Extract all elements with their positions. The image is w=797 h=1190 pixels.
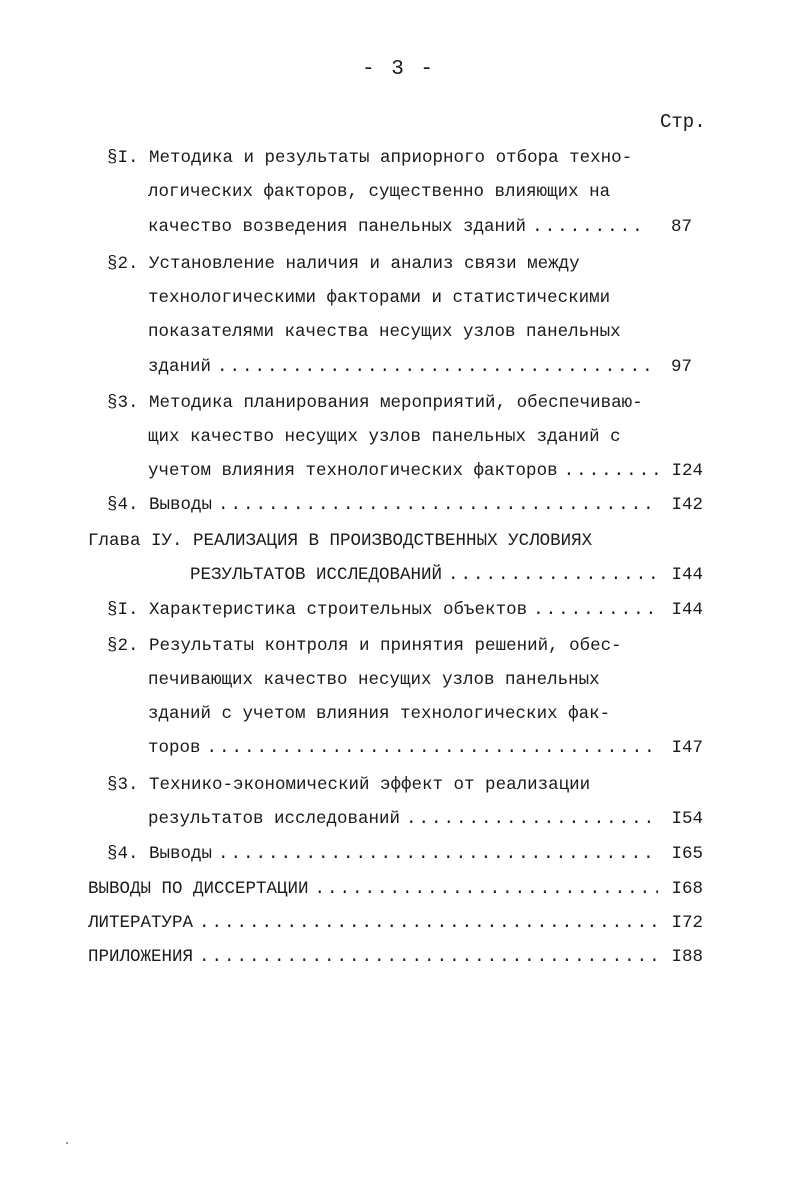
leader-dots — [315, 881, 658, 899]
toc-entry-line: щих качество несущих узлов панельных зданий с — [148, 427, 621, 447]
toc-page-ref: I68 — [671, 879, 703, 899]
toc-entry-line: §3. Технико-экономический эффект от реализации — [107, 775, 591, 795]
toc-page-ref: I42 — [671, 495, 703, 515]
toc-entry-last-line — [88, 881, 662, 899]
toc-page-ref: 97 — [670, 357, 692, 377]
scan-speck — [66, 1142, 68, 1144]
toc-page-ref: I88 — [671, 947, 703, 967]
toc-entry-text: учетом влияния технологических факторов — [148, 461, 558, 481]
toc-entry-text: ПРИЛОЖЕНИЯ — [88, 947, 194, 967]
leader-dots — [207, 740, 658, 758]
toc-entry-text: §I. Характеристика строительных объектов — [107, 600, 528, 620]
toc-entry-last-line — [88, 949, 662, 967]
leader-dots — [199, 949, 658, 967]
toc-chapter-title: Глава IУ. РЕАЛИЗАЦИЯ В ПРОИЗВОДСТВЕННЫХ УСЛОВИЯХ — [88, 531, 593, 551]
leader-dots — [199, 915, 658, 933]
toc-entry-line: зданий с учетом влияния технологических фак- — [148, 704, 611, 724]
toc-entry-last-line — [88, 915, 662, 933]
toc-entry-text: торов — [148, 738, 201, 758]
leader-dots — [218, 497, 658, 515]
toc-entry-last-line — [107, 602, 662, 620]
toc-entry-line: логических факторов, существенно влияющих на — [148, 182, 611, 202]
toc-page-ref: I24 — [671, 461, 703, 481]
toc-entry-text: зданий — [148, 357, 212, 377]
toc-entry-line: §2. Установление наличия и анализ связи между — [107, 254, 580, 274]
toc-page-ref: I54 — [671, 809, 703, 829]
page-column-header: Стр. — [660, 111, 706, 133]
toc-page-ref: I72 — [671, 913, 703, 933]
toc-entry-last-line — [190, 567, 662, 585]
leader-dots — [218, 846, 658, 864]
toc-entry-text: РЕЗУЛЬТАТОВ ИССЛЕДОВАНИЙ — [190, 565, 443, 585]
leader-dots — [533, 602, 658, 620]
toc-entry-line: §3. Методика планирования мероприятий, обеспечиваю- — [107, 393, 643, 413]
toc-page-ref: I44 — [671, 600, 703, 620]
toc-entry-text: ВЫВОДЫ ПО ДИССЕРТАЦИИ — [88, 879, 309, 899]
leader-dots — [217, 359, 658, 377]
toc-entry-last-line — [148, 359, 662, 377]
toc-entry-text: результатов исследований — [148, 809, 401, 829]
toc-entry-line: технологическими факторами и статистическими — [148, 288, 611, 308]
leader-dots — [406, 811, 658, 829]
toc-entry-last-line — [107, 846, 662, 864]
toc-page-ref: I44 — [671, 565, 703, 585]
toc-entry-last-line — [148, 463, 662, 481]
toc-entry-line: §I. Методика и результаты априорного отбора техно- — [107, 148, 633, 168]
toc-entry-text: §4. Выводы — [107, 495, 213, 515]
toc-entry-last-line — [148, 740, 662, 758]
toc-entry-text: §4. Выводы — [107, 844, 213, 864]
leader-dots — [532, 219, 646, 237]
toc-entry-text: качество возведения панельных зданий — [148, 217, 527, 237]
toc-page-ref: I65 — [671, 844, 703, 864]
toc-entry-last-line — [148, 811, 662, 829]
toc-entry-line: печивающих качество несущих узлов панельных — [148, 670, 600, 690]
page-number: - 3 - — [361, 58, 435, 81]
toc-entry-last-line — [148, 219, 650, 237]
toc-page-ref: I47 — [671, 738, 703, 758]
toc-entry-line: показателями качества несущих узлов панельных — [148, 322, 621, 342]
toc-entry-text: ЛИТЕРАТУРА — [88, 913, 194, 933]
toc-entry-last-line — [107, 497, 662, 515]
leader-dots — [448, 567, 658, 585]
toc-page-ref: 87 — [670, 217, 692, 237]
toc-entry-line: §2. Результаты контроля и принятия решений, обес- — [107, 636, 622, 656]
